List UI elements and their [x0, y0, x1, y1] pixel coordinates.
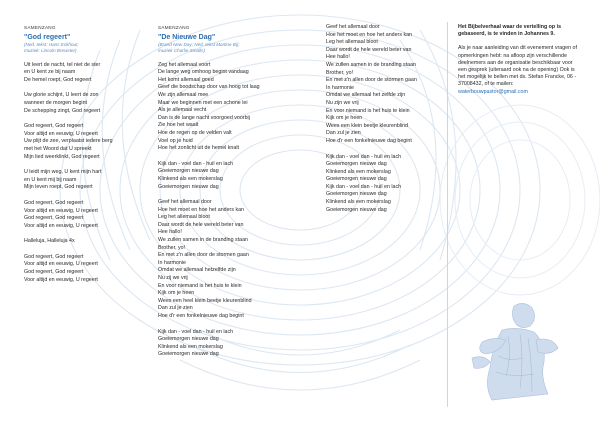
- lyric-line: Uw glorie schijnt, U leert de zon: [24, 92, 99, 99]
- lyric-line: Daar wordt de hele wereld beter van: [326, 46, 412, 53]
- lyric-line: Mijn leven roept, God regeert: [24, 184, 93, 191]
- lyric-line: Goeiemorgen nieuwe dag: [158, 351, 219, 358]
- lyric-line: en U kent mij bij naam: [24, 176, 77, 183]
- lyric-line: Daar wordt de hele wereld beter van: [158, 221, 244, 228]
- lyric-stanza: [24, 238, 142, 246]
- lyric-line: We zullen samen in de branding staan: [326, 61, 417, 68]
- lyric-line: God regeert, God regeert: [24, 215, 84, 222]
- song-lyrics: [158, 62, 308, 359]
- lyric-line: Hoe het moet en hoe het anders kan: [158, 206, 244, 213]
- lyric-line: Kijk dan - voel dan - huil en lach: [326, 183, 402, 190]
- email-link[interactable]: waterbouwpastor@gmail.com: [458, 88, 528, 95]
- lyric-stanza: [158, 62, 308, 153]
- lyric-line: En voor niemand is het huis te klein: [158, 282, 242, 289]
- lyric-line: Brother, yo!: [326, 69, 354, 76]
- lyric-line: En met z'n allen door de stormen gaan: [326, 77, 417, 84]
- lyric-line: Het komt allemaal goed: [158, 76, 214, 83]
- lyric-line: Wees een heel klein beetje kleurenblind: [158, 297, 252, 304]
- lyric-line: De schepping zingt, God regeert: [24, 107, 101, 114]
- lyric-line: God regeert, God regeert: [24, 199, 84, 206]
- lyric-line: Hoe het moet en hoe het anders kan: [326, 31, 412, 38]
- song-credits: (Brand New Day; Ned. tekst Martine Bij; muziek Charlie Smalls): [158, 41, 240, 53]
- lyric-line: In harmonie: [158, 259, 186, 266]
- lyric-line: Klinkend als een mokerslag: [158, 175, 223, 182]
- lyric-line: Geef die boodschap door van hoog tot laag: [158, 84, 260, 91]
- lyric-line: wanneer de morgen begint: [24, 99, 88, 106]
- song-de-nieuwe-dag: [158, 24, 308, 367]
- lyric-line: Hee hallo!: [158, 229, 182, 236]
- lyric-line: Klinkend als een mokerslag: [158, 343, 223, 350]
- lyric-line: En met z'n allen door de stormen gaan: [158, 252, 249, 259]
- song-lyrics: [24, 62, 142, 285]
- lyric-line: Leg het allemaal bloot: [158, 214, 210, 221]
- lyric-stanza: [158, 161, 308, 191]
- lyric-line: Voor altijd en eeuwig, U regeert: [24, 261, 98, 268]
- lyric-stanza: [158, 329, 308, 359]
- song-title: "God regeert": [24, 33, 71, 41]
- lyric-line: Kijk dan - voel dan - huil en lach: [158, 160, 234, 167]
- lyric-line: Kijk dan - voel dan - huil en lach: [158, 328, 234, 335]
- lyric-line: Goeiemorgen nieuwe dag: [326, 161, 387, 168]
- lyric-line: Goeiemorgen nieuwe dag: [326, 191, 387, 198]
- lyric-line: We zullen samen in de branding staan: [158, 237, 249, 244]
- info-notes: [458, 24, 578, 96]
- lyric-stanza: [24, 169, 142, 192]
- lyric-line: In harmonie: [326, 84, 354, 91]
- lyric-stanza: [24, 254, 142, 284]
- song-lyrics: [326, 24, 438, 214]
- lyric-line: Goeiemorgen nieuwe dag: [326, 206, 387, 213]
- song-title: "De Nieuwe Dag": [158, 33, 216, 41]
- lyric-line: Hoe het zonlicht uit de hemel knalt: [158, 145, 239, 152]
- lyric-line: Leg het allemaal bloot: [326, 39, 378, 46]
- lyric-line: Geef het allemaal door: [158, 199, 212, 206]
- lyric-line: Goeiemorgen nieuwe dag: [158, 183, 219, 190]
- lyric-line: Kijk om je heen: [326, 115, 363, 122]
- lyric-line: Dan zul je zien: [158, 305, 193, 312]
- lyric-line: met het Woord dat U spreekt: [24, 145, 92, 152]
- lyric-line: Goeiemorgen nieuwe dag: [326, 176, 387, 183]
- lyric-stanza: [24, 92, 142, 115]
- lyric-stanza: [326, 154, 438, 215]
- lyric-line: Hoe de regen op de velden valt: [158, 129, 232, 136]
- lyric-line: Voor altijd en eeuwig, U regeert: [24, 222, 98, 229]
- lyric-line: Goeiemorgen nieuwe dag: [158, 168, 219, 175]
- lyric-line: Goeiemorgen nieuwe dag: [158, 336, 219, 343]
- song-section-label: SAMENZANG: [158, 25, 190, 30]
- lyric-stanza: [326, 24, 438, 146]
- lyric-line: Voor altijd en eeuwig, U regeert: [24, 276, 98, 283]
- lyric-line: U leidt mijn weg, U kent mijn hart: [24, 169, 102, 176]
- lyric-line: Zie hoe het waait: [158, 122, 199, 129]
- lyric-line: Als je allemaal vecht: [158, 107, 207, 114]
- contact-phone-line: Ook is het mogelijk te bellen met: [458, 67, 575, 81]
- song-de-nieuwe-dag-continued: [326, 24, 438, 222]
- lyric-stanza: [24, 200, 142, 230]
- lyric-line: Mijn lied weerklinkt, God regeert: [24, 153, 100, 160]
- lyric-line: en U kent ze bij naam: [24, 69, 76, 76]
- lyric-line: Hoe d'r een fonkelnieuwe dag begint: [326, 137, 412, 144]
- lyric-line: Nu zijn we vrij: [326, 99, 359, 106]
- song-credits: (Ned. tekst: Hans Eckhout; muziek: Lincoln Brewster): [24, 41, 79, 53]
- lyric-line: Geef het allemaal door: [326, 24, 380, 30]
- contact-name-line: ds. Stefan Francke, 06 - 37008432, of te: [458, 74, 577, 88]
- lyric-line: God regeert, God regeert: [24, 269, 84, 276]
- lyric-line: Hoe d'r een fonkelnieuwe dag begint: [158, 313, 244, 319]
- lyric-line: God regeert, God regeert: [24, 123, 84, 130]
- lyric-line: We zijn allemaal mee: [158, 91, 209, 98]
- lyric-line: Halleluja, Halleluja 4x: [24, 238, 75, 245]
- lyric-line: Dan zul je zien: [326, 130, 361, 137]
- lyric-line: Omdat we allemaal hetzelfde zijn: [158, 267, 236, 274]
- song-section-label: SAMENZANG: [24, 25, 56, 30]
- bible-reference-note: Het Bijbelverhaal waar de vertelling op is gebaseerd, is te vinden in Johannes 9.: [458, 24, 562, 38]
- lyric-line: Voel op je huid: [158, 137, 193, 144]
- contact-body: Als je naar aanleiding van dit evenement vragen of opmerkingen hebt: na afloop zijn verschillende deelnemers aan de organisatie beschikbaar voor een gesprek (uiteraard ook na de opening): [458, 45, 577, 74]
- lyric-line: Maar we beginnen met een schone lei: [158, 99, 248, 106]
- lyric-line: Dan is de lange nacht voorgoed voorbij: [158, 114, 250, 121]
- lyric-line: Klinkend als een mokerslag: [326, 168, 391, 175]
- lyric-line: Kijk om je heen: [158, 290, 195, 297]
- lyric-line: Wees een klein beetje kleurenblind: [326, 122, 409, 129]
- lyric-line: Voor altijd en eeuwig, U regeert: [24, 130, 98, 137]
- lyric-line: Kijk dan - voel dan - huil en lach: [326, 153, 402, 160]
- lyric-line: Zeg het allemaal voort: [158, 61, 211, 68]
- lyric-stanza: [24, 62, 142, 85]
- lyric-line: Nu zij we vrij: [158, 275, 188, 282]
- lyric-line: Hee hallo!: [326, 54, 350, 61]
- lyric-line: Uit leert de nacht, tel niet de ster: [24, 61, 101, 68]
- lyric-line: Brother, yo!: [158, 244, 186, 251]
- lyric-stanza: [158, 199, 308, 321]
- lyric-line: De hemel roept, God regeert: [24, 76, 92, 83]
- lyric-line: Voor altijd en eeuwig, U regeert: [24, 207, 98, 214]
- lyric-line: En voor niemand is het huis te klein: [326, 107, 410, 114]
- lyric-stanza: [24, 123, 142, 161]
- lyric-line: Klinkend als een mokerslag: [326, 199, 391, 206]
- person-figure-illustration: [462, 296, 562, 404]
- lyric-line: God regeert, God regeert: [24, 253, 84, 260]
- lyric-line: Uw plijt de zee, verplaatst iedere berg: [24, 138, 113, 145]
- contact-note: [458, 45, 578, 95]
- lyric-line: De lange weg omhoog begint vandaag: [158, 69, 249, 76]
- column-divider: [447, 22, 448, 407]
- song-god-regeert: [24, 24, 142, 292]
- lyric-line: Omdat we allemaal het zelfde zijn: [326, 92, 406, 99]
- contact-mail-prefix: mailen:: [496, 81, 514, 88]
